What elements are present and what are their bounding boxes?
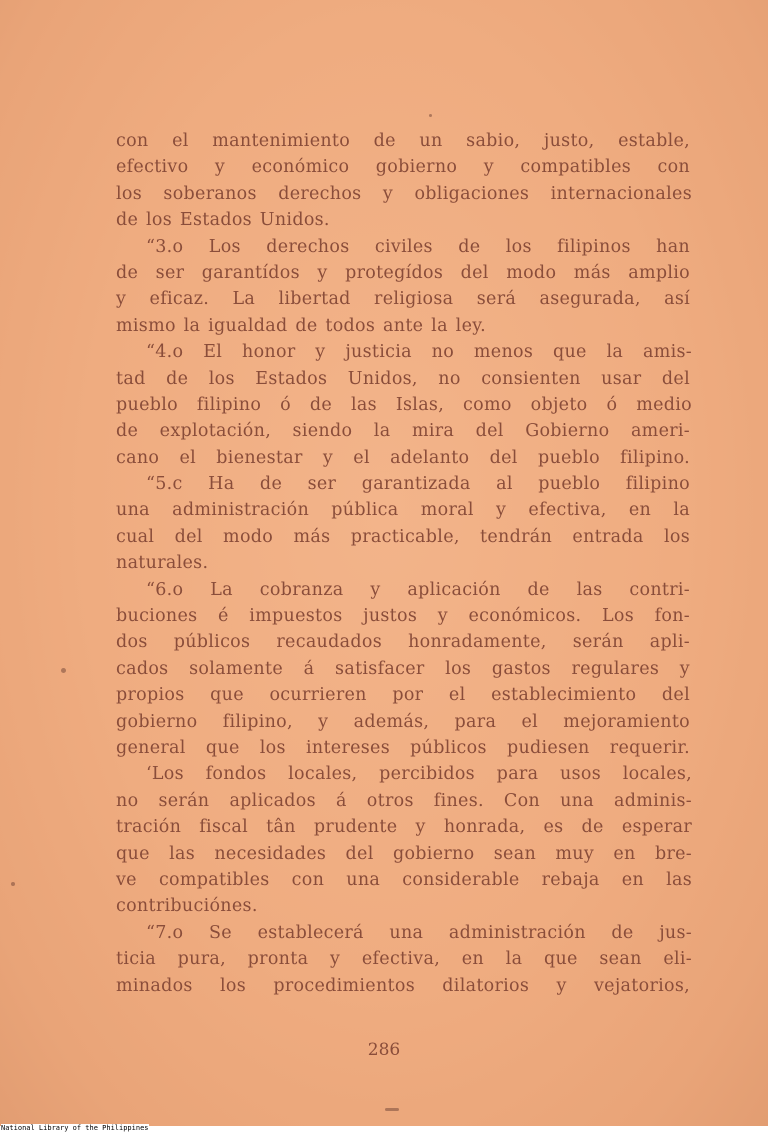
text-line: “6.o La cobranza y aplicación de las contri- (146, 579, 690, 600)
text-line: ‘Los fondos locales, percibidos para usos locales, (146, 764, 692, 785)
text-line: buciones é impuestos justos y económicos. Los fon- (116, 606, 690, 627)
text-line: ve compatibles con una considerable rebaja en las (116, 869, 692, 890)
text-line: una administración pública moral y efectiva, en la (116, 500, 690, 521)
text-line: ticia pura, pronta y efectiva, en la que sean eli- (116, 949, 692, 970)
text-line: “4.o El honor y justicia no menos que la amis- (146, 342, 692, 363)
text-line: de ser garantídos y protegídos del modo más amplio (116, 262, 690, 283)
page-number: 286 (367, 1040, 401, 1060)
text-line: propios que ocurrieren por el establecimiento del (116, 685, 690, 706)
text-line: con el mantenimiento de un sabio, justo, estable, (116, 131, 690, 151)
text-line: cados solamente á satisfacer los gastos regulares y (116, 658, 690, 679)
text-line: mismo la igualdad de todos ante la ley. (116, 315, 486, 336)
text-line: minados los procedimientos dilatorios y vejatorios, (116, 975, 690, 996)
text-line: de los Estados Unidos. (116, 210, 330, 231)
text-line: que las necesidades del gobierno sean muy en bre- (116, 843, 692, 864)
text-line: efectivo y económico gobierno y compatibles con (116, 157, 690, 178)
text-line: naturales. (116, 553, 209, 574)
text-line: no serán aplicados á otros fines. Con una adminis- (116, 790, 692, 811)
text-line: dos públicos recaudados honradamente, serán apli- (116, 632, 690, 653)
text-line: “7.o Se establecerá una administración de jus- (146, 922, 692, 943)
paper-speck (11, 882, 15, 886)
body-text (116, 128, 692, 999)
paper-speck (61, 668, 66, 673)
text-line: “5.c Ha de ser garantizada al pueblo filipino (146, 474, 690, 495)
text-line: de explotación, siendo la mira del Gobierno ameri- (116, 421, 690, 442)
text-line: pueblo filipino ó de las Islas, como objeto ó medio (116, 394, 692, 415)
text-line: general que los intereses públicos pudiesen requerir. (116, 737, 690, 758)
text-line: tad de los Estados Unidos, no consienten usar del (116, 368, 690, 389)
text-line: cual del modo más practicable, tendrán entrada los (116, 526, 690, 547)
paper-speck (385, 1108, 399, 1111)
text-line: y eficaz. La libertad religiosa será asegurada, así (116, 289, 690, 310)
paper-speck (429, 114, 432, 117)
library-credit: National Library of the Philippines (1, 1124, 149, 1132)
text-line: los soberanos derechos y obligaciones internacionales (116, 183, 692, 204)
text-line: contribuciónes. (116, 896, 258, 917)
text-line: cano el bienestar y el adelanto del pueblo filipino. (116, 447, 690, 468)
text-line: gobierno filipino, y además, para el mejoramiento (116, 711, 690, 732)
text-line: “3.o Los derechos civiles de los filipinos han (146, 236, 690, 257)
text-line: tración fiscal tân prudente y honrada, es de esperar (116, 817, 692, 838)
